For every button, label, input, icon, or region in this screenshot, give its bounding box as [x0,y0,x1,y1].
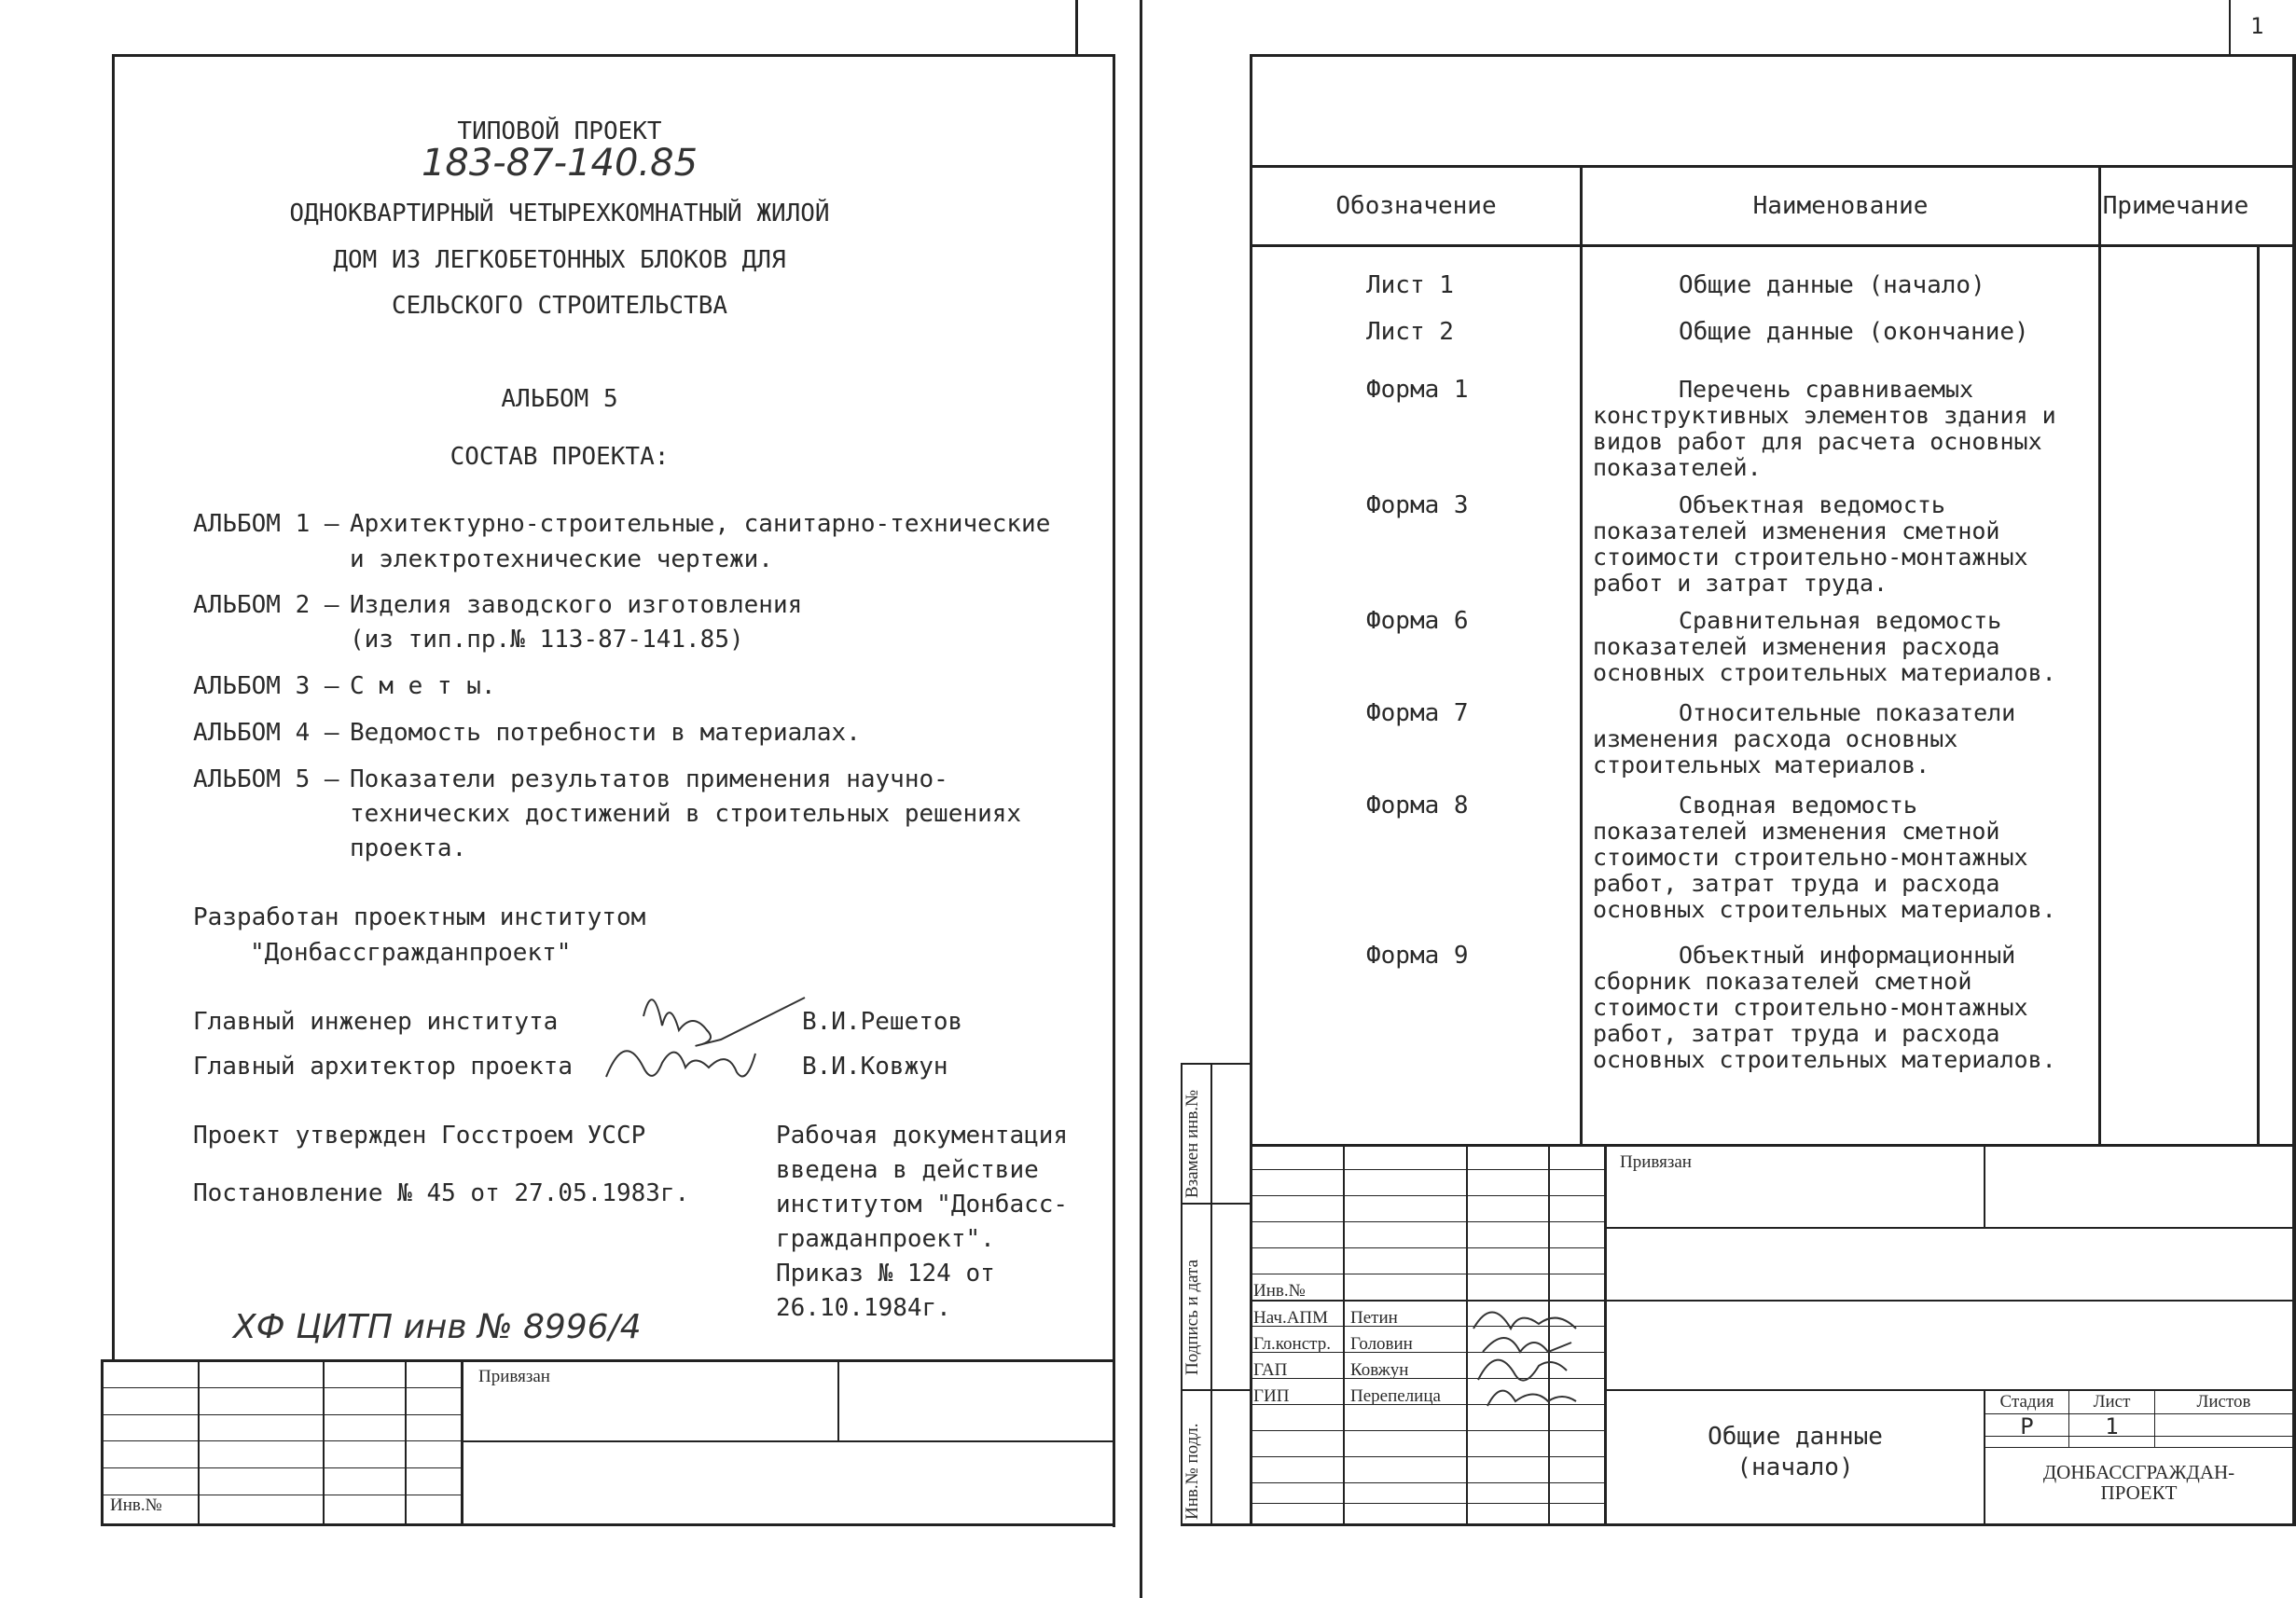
column-header-name: Наименование [1752,192,1929,220]
stage-value: Р [2020,1413,2034,1440]
album-label: АЛЬБОМ 3 – [193,672,339,700]
album-desc: и электротехнические чертежи. [350,545,773,573]
stage-label: Стадия [1999,1392,2054,1412]
project-number: 183-87-140.85 [421,142,698,185]
staff-name: Головин [1350,1334,1413,1354]
side-label-replaced-inv: Взамен инв.№ [1183,1089,1202,1198]
sheets-count-label: Листов [2196,1392,2251,1412]
album-desc: (из тип.пр.№ 113-87-141.85) [350,626,744,654]
row-name: Перечень сравниваемых конструктивных элементов здания и видов работ для расчета основных показателей. [1593,376,2056,481]
page-number: 1 [2250,13,2264,39]
signatory-role: Главный архитектор проекта [193,1053,573,1081]
row-code: Лист 2 [1366,318,1454,346]
signatory-name: В.И.Решетов [802,1008,963,1036]
row-name: Сводная ведомость показателей изменения сметной стоимости строительно-монтажных работ, затрат труда и расхода основных строительных материалов. [1593,792,2056,923]
row-name: Объектный информационный сборник показателей сметной стоимости строительно-монтажных работ, затрат труда и расхода основных строительных материалов. [1593,942,2056,1073]
enacted-line: 26.10.1984г. [776,1294,951,1322]
row-name: Общие данные (окончание) [1679,318,2029,346]
approved-line: Проект утвержден Госстроем УССР [193,1122,646,1150]
row-name: Объектная ведомость показателей изменения сметной стоимости строительно-монтажных работ и затрат труда. [1593,491,2028,597]
sheet-label: Лист [2093,1392,2131,1412]
title-line-3: СЕЛЬСКОГО СТРОИТЕЛЬСТВА [391,292,728,320]
organization-line-1: ДОНБАССГРАЖДАН- [2042,1461,2235,1483]
sheet-title-line-2: (начало) [1736,1453,1854,1481]
album-label: АЛЬБОМ 5 – [193,765,339,793]
enacted-line: Рабочая документация [776,1122,1069,1150]
album-label: АЛЬБОМ 4 – [193,719,339,747]
title-line-2: ДОМ ИЗ ЛЕГКОБЕТОННЫХ БЛОКОВ ДЛЯ [333,246,786,274]
stamp-signatures [1464,1301,1585,1422]
column-header-note: Примечание [2102,192,2249,220]
project-type-heading: ТИПОВОЙ ПРОЕКТ [457,117,662,145]
row-name: Общие данные (начало) [1679,271,1985,299]
signatory-role: Главный инженер института [193,1008,559,1036]
enacted-line: введена в действие [776,1156,1039,1184]
row-code: Форма 7 [1366,699,1469,727]
album-desc: Изделия заводского изготовления [350,591,803,619]
side-label-original-inv: Инв.№ подл. [1183,1423,1202,1520]
sheet-value: 1 [2105,1413,2119,1440]
handwritten-inventory-stamp: ХФ ЦИТП инв № 8996/4 [233,1308,642,1346]
staff-name: Перепелица [1350,1386,1441,1406]
row-name: Сравнительная ведомость показателей изменения расхода основных строительных материалов. [1593,607,2056,686]
side-label-signature-date: Подпись и дата [1183,1259,1202,1375]
staff-role: Нач.АПМ [1253,1308,1329,1328]
row-code: Форма 9 [1366,942,1469,970]
institute-name: "Донбассгражданпроект" [250,939,572,967]
row-code: Форма 3 [1366,491,1469,519]
row-code: Форма 1 [1366,376,1469,404]
organization-line-2: ПРОЕКТ [2100,1481,2178,1504]
album-label: АЛЬБОМ 2 – [193,591,339,619]
album-desc: Показатели результатов применения научно- [350,765,948,793]
enacted-line: Приказ № 124 от [776,1260,995,1288]
album-label: АЛЬБОМ 1 – [193,510,339,538]
album-desc: С м е т ы. [350,672,496,700]
column-header-code: Обозначение [1335,192,1497,220]
signatory-name: В.И.Ковжун [802,1053,948,1081]
album-desc: Ведомость потребности в материалах. [350,719,861,747]
album-number: АЛЬБОМ 5 [501,385,618,413]
staff-role: ГАП [1253,1360,1288,1380]
attached-label: Привязан [1620,1152,1692,1172]
staff-role: Гл.констр. [1253,1334,1331,1354]
staff-role: ГИП [1253,1386,1290,1406]
staff-name: Ковжун [1350,1360,1409,1380]
inventory-label: Инв.№ [110,1495,162,1515]
row-code: Лист 1 [1366,271,1454,299]
enacted-line: институтом "Донбасс- [776,1191,1069,1219]
sheet-title-line-1: Общие данные [1708,1423,1883,1451]
staff-name: Петин [1350,1308,1398,1328]
composition-heading: СОСТАВ ПРОЕКТА: [450,443,670,471]
inventory-label: Инв.№ [1253,1281,1306,1301]
album-desc: Архитектурно-строительные, санитарно-технические [350,510,1051,538]
title-line-1: ОДНОКВАРТИРНЫЙ ЧЕТЫРЕХКОМНАТНЫЙ ЖИЛОЙ [289,200,830,227]
attached-label: Привязан [478,1367,550,1386]
developed-by-line: Разработан проектным институтом [193,903,646,931]
row-code: Форма 8 [1366,792,1469,820]
album-desc: проекта. [350,834,467,862]
row-code: Форма 6 [1366,607,1469,635]
row-name: Относительные показатели изменения расхода основных строительных материалов. [1593,699,2016,778]
approved-line: Постановление № 45 от 27.05.1983г. [193,1179,690,1207]
album-desc: технических достижений в строительных решениях [350,800,1022,828]
signature-scribble [588,970,821,1091]
enacted-line: гражданпроект". [776,1225,995,1253]
